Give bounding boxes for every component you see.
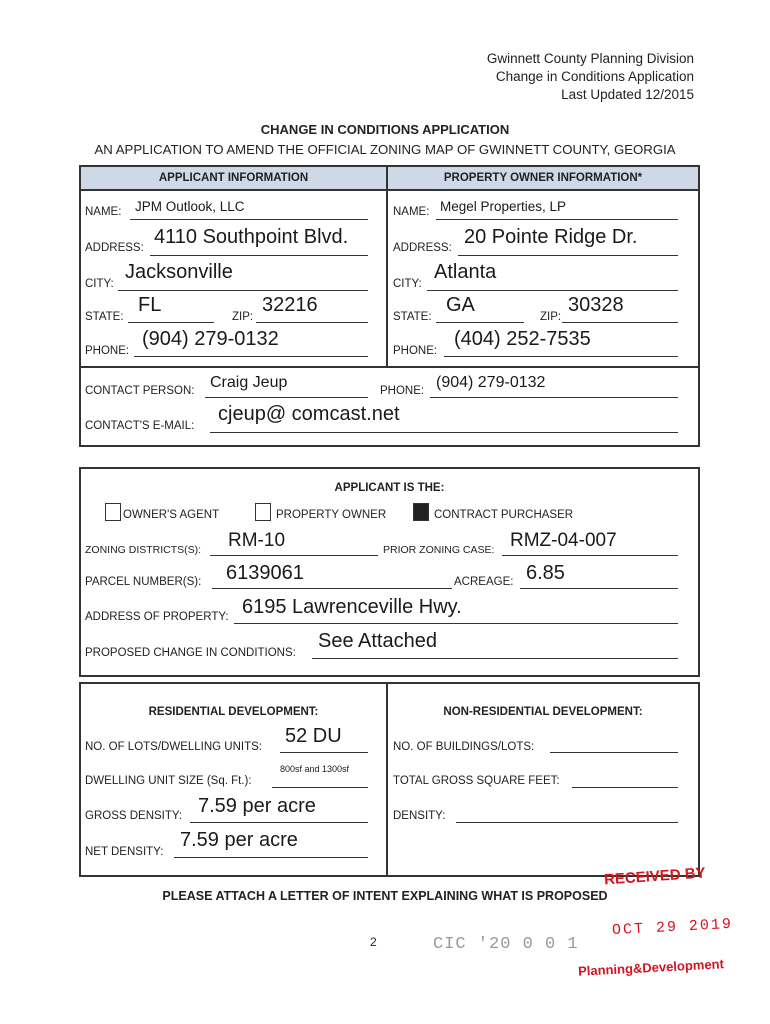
property-owner-checkbox[interactable]: [255, 503, 271, 521]
nonres-density-label: DENSITY:: [393, 810, 446, 822]
buildings-lots-label: NO. OF BUILDINGS/LOTS:: [393, 741, 535, 753]
contact-phone-field[interactable]: [430, 397, 678, 398]
parcel-number-value: 6139061: [226, 562, 304, 584]
gross-density-value: 7.59 per acre: [198, 795, 316, 817]
applicant-state-field[interactable]: [128, 322, 214, 323]
owner-city-label: CITY:: [393, 278, 422, 290]
gross-sqft-field[interactable]: [572, 787, 678, 788]
received-stamp: RECEIVED BY: [603, 864, 707, 889]
property-address-label: ADDRESS OF PROPERTY:: [85, 611, 229, 623]
page-number: 2: [370, 935, 377, 949]
applicant-name-field[interactable]: [130, 219, 368, 220]
contact-person-value: Craig Jeup: [210, 374, 288, 391]
buildings-lots-field[interactable]: [550, 752, 678, 753]
contact-divider: [81, 366, 698, 368]
applicant-phone-value: (904) 279-0132: [142, 328, 279, 350]
residential-heading: RESIDENTIAL DEVELOPMENT:: [148, 706, 319, 718]
acreage-value: 6.85: [526, 562, 565, 584]
zoning-districts-field[interactable]: [210, 555, 378, 556]
header-last-updated: Last Updated 12/2015: [561, 87, 694, 102]
page-title: CHANGE IN CONDITIONS APPLICATION: [260, 122, 510, 137]
applicant-city-field[interactable]: [118, 290, 368, 291]
applicant-zip-field[interactable]: [256, 322, 368, 323]
applicant-is-heading: APPLICANT IS THE:: [334, 482, 445, 494]
owner-name-field[interactable]: [436, 219, 678, 220]
zoning-districts-value: RM-10: [228, 530, 286, 551]
gross-density-field[interactable]: [190, 822, 368, 823]
contact-email-field[interactable]: [210, 432, 678, 433]
owner-heading: PROPERTY OWNER INFORMATION*: [388, 167, 698, 191]
applicant-zip-label: ZIP:: [232, 311, 254, 323]
owner-state-value: GA: [446, 294, 475, 316]
owner-city-value: Atlanta: [434, 261, 497, 283]
parcel-number-field[interactable]: [212, 588, 452, 589]
applicant-heading: APPLICANT INFORMATION: [81, 167, 386, 191]
property-owner-label: PROPERTY OWNER: [276, 509, 387, 521]
owner-zip-value: 30328: [568, 294, 624, 316]
contact-phone-value: (904) 279-0132: [436, 374, 546, 391]
prior-zoning-value: RMZ-04-007: [510, 530, 617, 551]
header-form-name: Change in Conditions Application: [495, 69, 694, 84]
case-number-stamp: CIC '20 0 0 1: [433, 935, 579, 954]
parcel-number-label: PARCEL NUMBER(S):: [85, 576, 202, 588]
owner-state-label: STATE:: [393, 311, 432, 323]
applicant-city-label: CITY:: [85, 278, 114, 290]
nonres-density-field[interactable]: [456, 822, 678, 823]
gross-sqft-label: TOTAL GROSS SQUARE FEET:: [393, 775, 560, 787]
owner-phone-label: PHONE:: [393, 345, 438, 357]
owner-address-label: ADDRESS:: [393, 242, 452, 254]
column-divider: [386, 167, 388, 367]
lots-units-value: 52 DU: [285, 725, 342, 747]
owner-zip-label: ZIP:: [540, 311, 562, 323]
net-density-value: 7.59 per acre: [180, 829, 298, 851]
owner-zip-field[interactable]: [562, 322, 678, 323]
page-subtitle: AN APPLICATION TO AMEND THE OFFICIAL ZONING MAP OF GWINNETT COUNTY, GEORGIA: [94, 142, 676, 157]
acreage-label: ACREAGE:: [454, 576, 514, 588]
contract-purchaser-label: CONTRACT PURCHASER: [434, 509, 574, 521]
applicant-address-label: ADDRESS:: [85, 242, 144, 254]
unit-size-label: DWELLING UNIT SIZE (Sq. Ft.):: [85, 775, 252, 787]
net-density-field[interactable]: [174, 857, 368, 858]
property-address-field[interactable]: [234, 623, 678, 624]
applicant-name-label: NAME:: [85, 206, 122, 218]
applicant-state-label: STATE:: [85, 311, 124, 323]
owner-address-field[interactable]: [458, 255, 678, 256]
owner-phone-field[interactable]: [444, 356, 678, 357]
owner-address-value: 20 Pointe Ridge Dr.: [464, 226, 638, 248]
nonresidential-heading: NON-RESIDENTIAL DEVELOPMENT:: [443, 706, 643, 718]
applicant-address-value: 4110 Southpoint Blvd.: [154, 226, 349, 248]
applicant-address-field[interactable]: [150, 255, 368, 256]
applicant-state-value: FL: [138, 294, 162, 316]
applicant-phone-field[interactable]: [134, 356, 368, 357]
zoning-districts-label: ZONING DISTRICTS(S):: [85, 544, 202, 556]
header-division: Gwinnett County Planning Division: [486, 51, 694, 66]
contact-person-field[interactable]: [205, 397, 368, 398]
lots-units-field[interactable]: [280, 752, 368, 753]
net-density-label: NET DENSITY:: [85, 846, 164, 858]
unit-size-field[interactable]: [272, 787, 368, 788]
proposed-change-label: PROPOSED CHANGE IN CONDITIONS:: [85, 647, 296, 659]
owner-name-label: NAME:: [393, 206, 430, 218]
owner-name-value: Megel Properties, LP: [440, 199, 567, 214]
applicant-phone-label: PHONE:: [85, 345, 130, 357]
owner-state-field[interactable]: [436, 322, 524, 323]
applicant-zip-value: 32216: [262, 294, 318, 316]
owners-agent-label: OWNER'S AGENT: [123, 509, 220, 521]
proposed-change-value: See Attached: [318, 630, 437, 652]
department-stamp: Planning&Development: [577, 956, 725, 979]
property-address-value: 6195 Lawrenceville Hwy.: [242, 596, 462, 618]
proposed-change-field[interactable]: [312, 658, 678, 659]
contact-email-value: cjeup@ comcast.net: [218, 403, 400, 425]
owner-phone-value: (404) 252-7535: [454, 328, 591, 350]
applicant-city-value: Jacksonville: [125, 261, 233, 283]
owner-city-field[interactable]: [427, 290, 678, 291]
lots-units-label: NO. OF LOTS/DWELLING UNITS:: [85, 741, 262, 753]
contact-person-label: CONTACT PERSON:: [85, 385, 195, 397]
gross-density-label: GROSS DENSITY:: [85, 810, 183, 822]
applicant-name-value: JPM Outlook, LLC: [135, 199, 245, 214]
letter-of-intent-note: PLEASE ATTACH A LETTER OF INTENT EXPLAINING WHAT IS PROPOSED: [162, 889, 608, 903]
contact-email-label: CONTACT'S E-MAIL:: [85, 420, 195, 432]
document-header: [487, 50, 694, 104]
owners-agent-checkbox[interactable]: [105, 503, 121, 521]
unit-size-value: 800sf and 1300sf: [280, 764, 350, 774]
prior-zoning-label: PRIOR ZONING CASE:: [383, 544, 495, 556]
received-date-stamp: OCT 29 2019: [611, 915, 734, 940]
contact-phone-label: PHONE:: [380, 385, 425, 397]
prior-zoning-field[interactable]: [502, 555, 678, 556]
contract-purchaser-checkbox[interactable]: [413, 503, 429, 521]
acreage-field[interactable]: [520, 588, 678, 589]
